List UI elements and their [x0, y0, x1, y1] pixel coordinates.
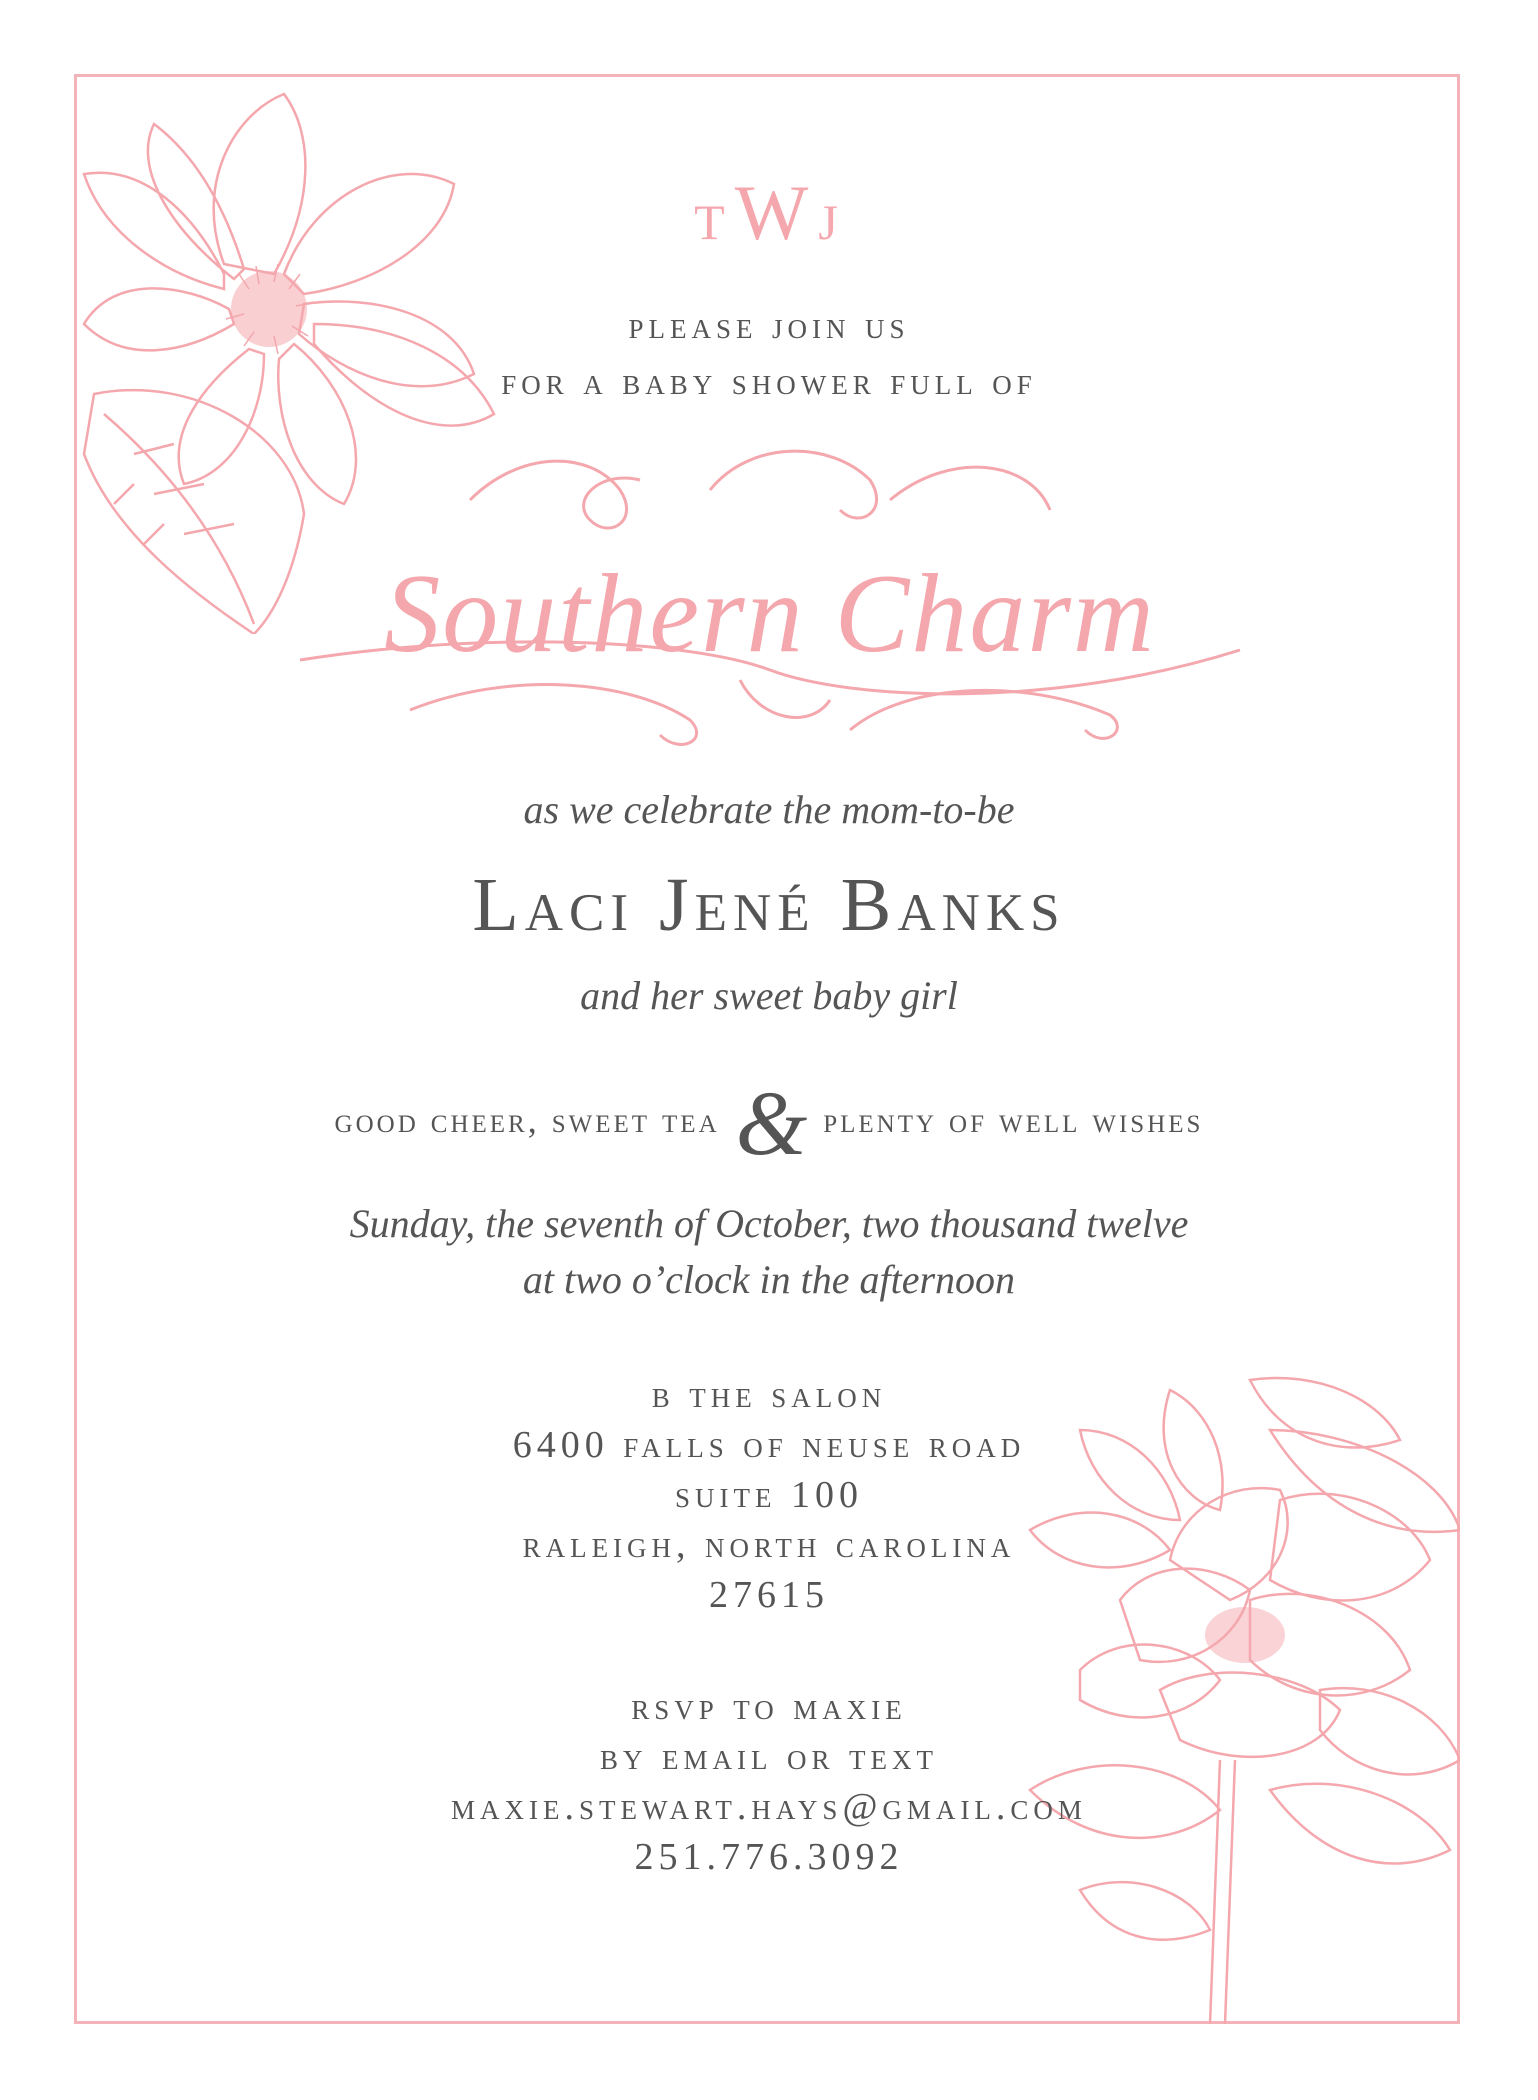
rsvp-line-2: by email or text — [600, 1736, 938, 1778]
monogram — [0, 168, 1538, 258]
intro-line-1: please join us — [628, 305, 910, 347]
cheer-left: good cheer, sweet tea — [334, 1100, 720, 1140]
celebrate-line: as we celebrate the mom-to-be — [523, 787, 1015, 832]
date-line: Sunday, the seventh of October, two thousand twelve — [349, 1201, 1189, 1246]
monogram-right: J — [818, 194, 844, 250]
rsvp-email: maxie.stewart.hays@gmail.com — [451, 1786, 1087, 1828]
venue-city: raleigh, north carolina — [522, 1524, 1016, 1566]
rsvp-phone: 251.776.3092 — [634, 1836, 904, 1878]
honoree-name: Laci Jené Banks — [472, 863, 1066, 947]
monogram-center: W — [734, 169, 815, 256]
intro-line-2: for a baby shower full of — [501, 361, 1037, 403]
rsvp-line-1: rsvp to maxie — [631, 1686, 907, 1728]
ampersand: & — [735, 1072, 808, 1174]
venue-zip: 27615 — [709, 1574, 829, 1616]
theme-title-block — [290, 430, 1250, 760]
baby-line: and her sweet baby girl — [580, 973, 958, 1018]
venue-name: b the salon — [651, 1374, 887, 1416]
time-line: at two o’clock in the afternoon — [522, 1257, 1016, 1302]
venue-address — [0, 1370, 1538, 1620]
rsvp-info — [0, 1682, 1538, 1882]
monogram-left: T — [694, 194, 731, 250]
venue-street: 6400 falls of neuse road — [512, 1424, 1026, 1466]
date-time — [0, 1196, 1538, 1308]
venue-suite: suite 100 — [675, 1474, 863, 1516]
theme-title: Southern Charm — [384, 552, 1156, 676]
cheer-right: plenty of well wishes — [823, 1100, 1204, 1140]
cheer-line — [0, 1070, 1538, 1176]
intro-text — [0, 298, 1538, 410]
